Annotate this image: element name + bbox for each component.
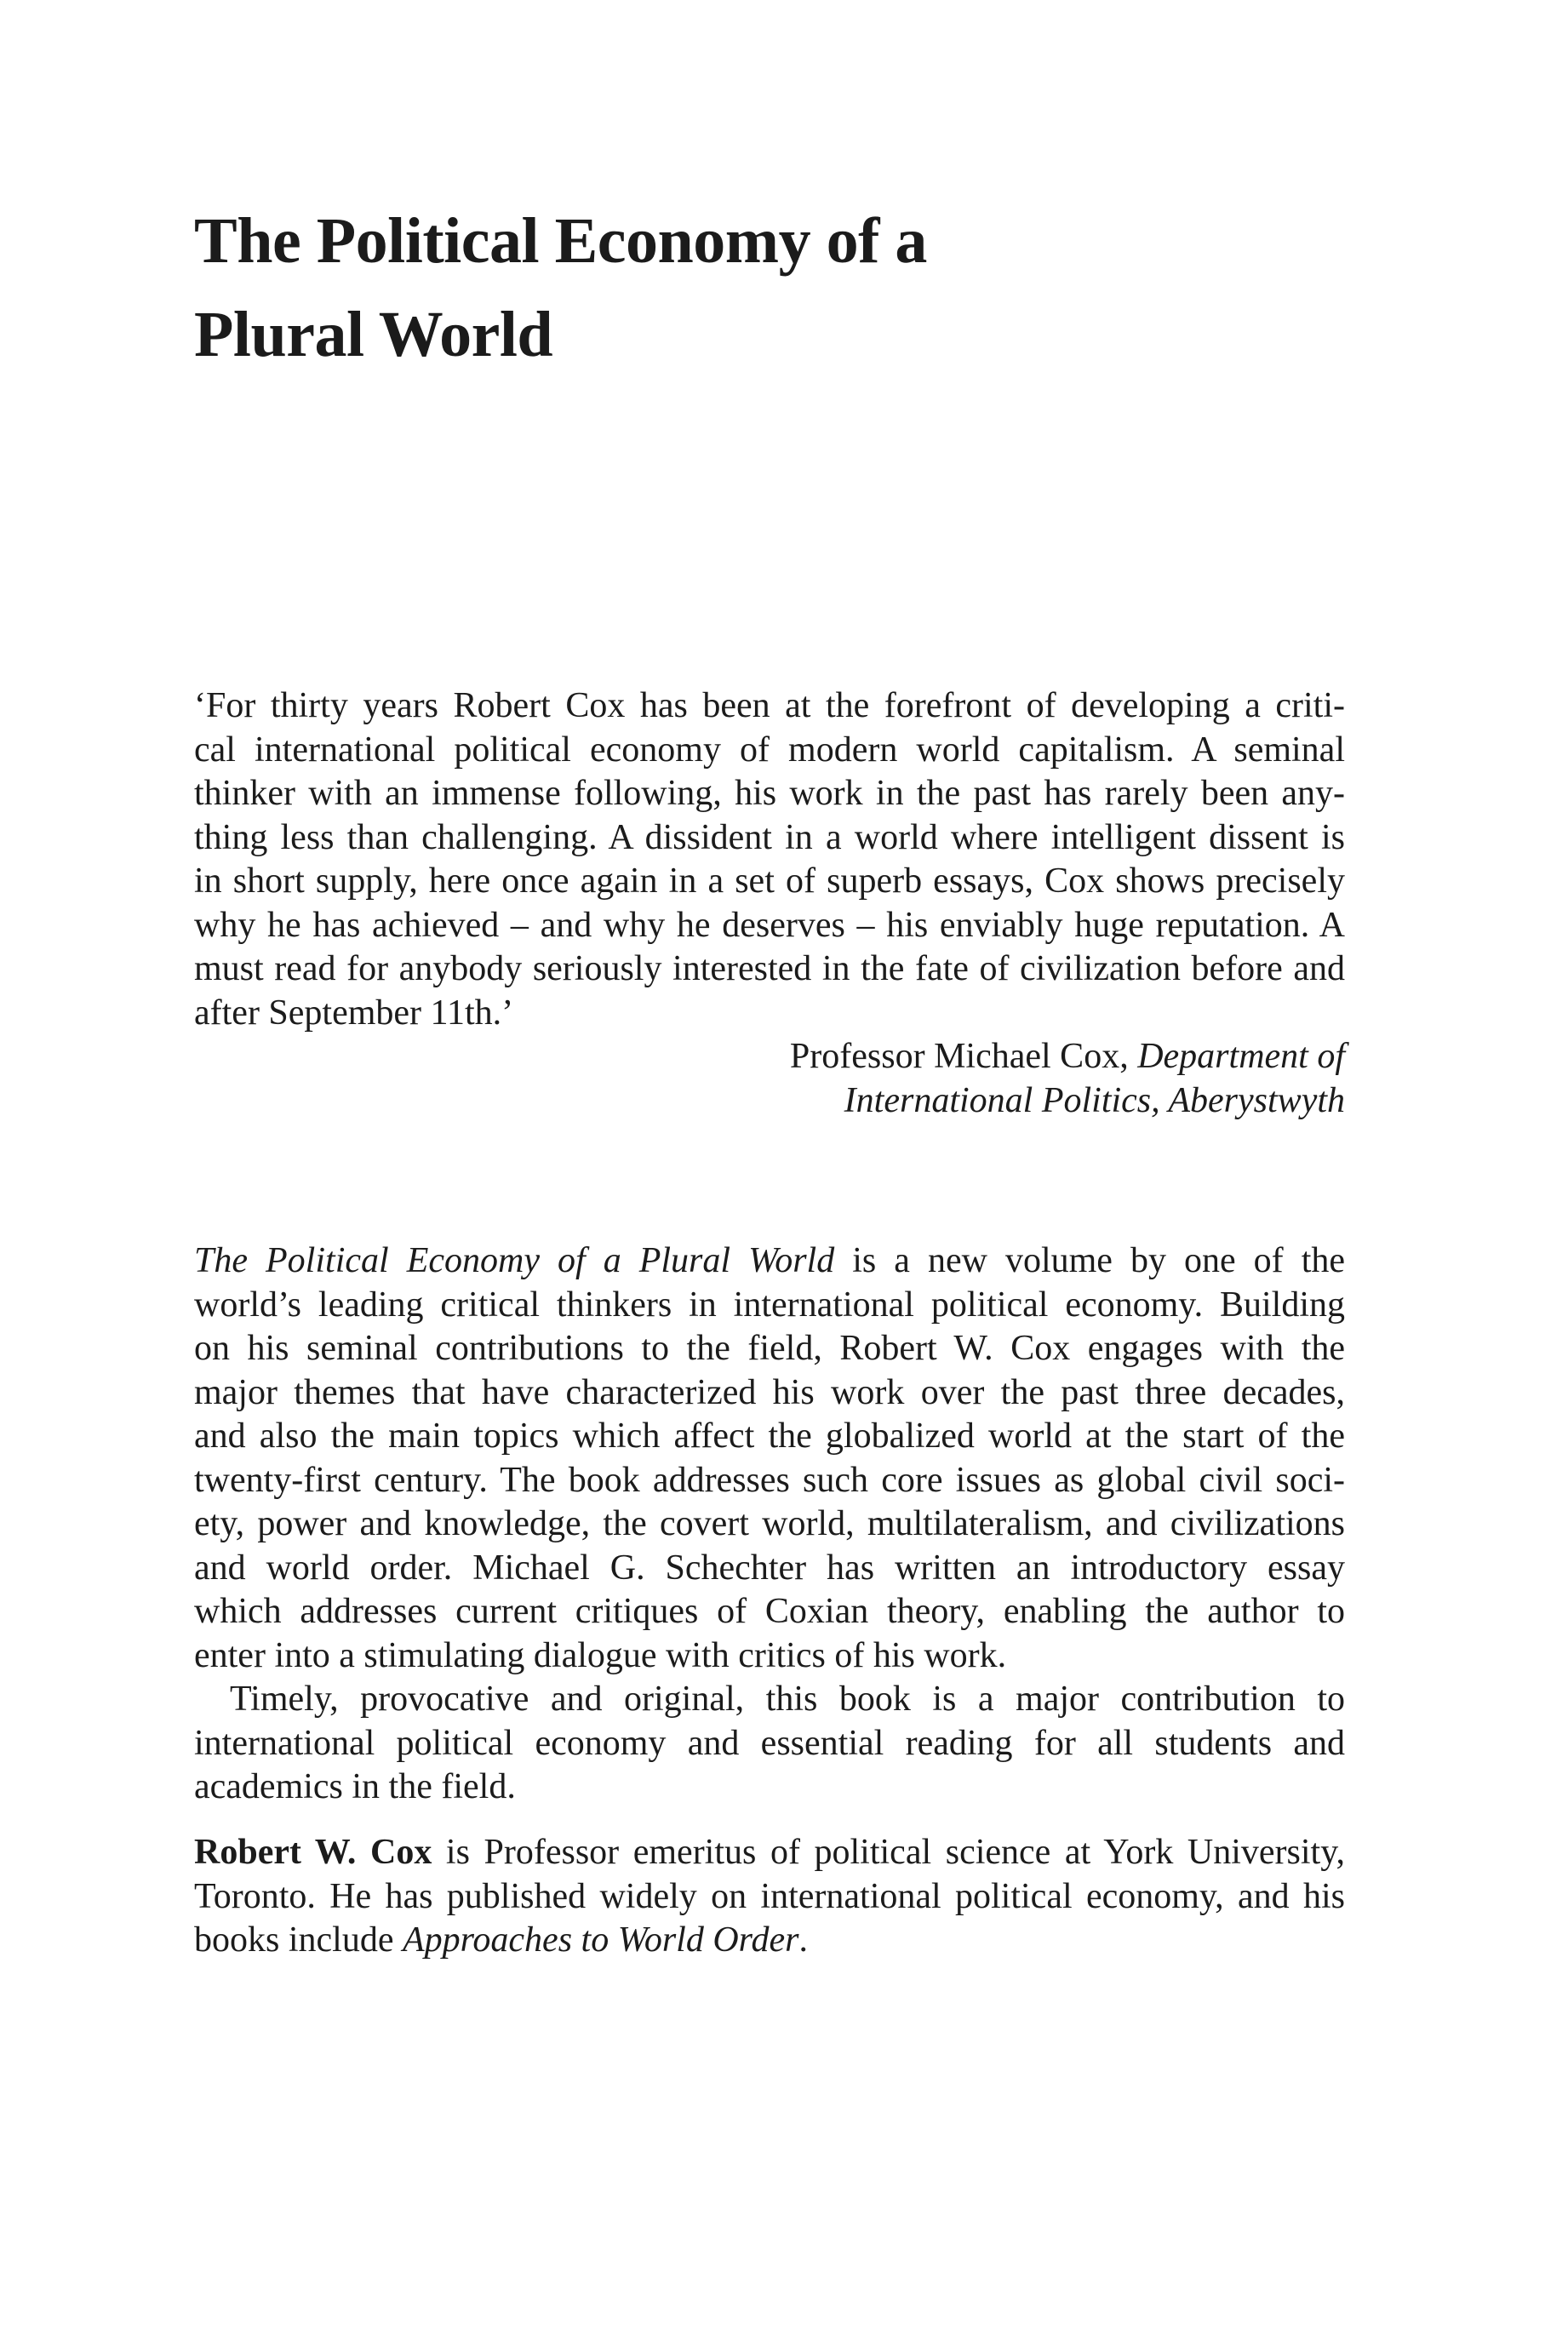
quote-line: after September 11th.’ xyxy=(194,993,514,1033)
quote-line: why he has achieved – and why he deserves – his enviably huge reputation. A xyxy=(194,905,1345,945)
book-description xyxy=(194,1239,1345,1810)
description-para2-line: international political economy and essential reading for all students and xyxy=(194,1723,1345,1763)
quote-line: thinker with an immense following, his work in the past has rarely been any- xyxy=(194,774,1345,813)
bio-book-title: Approaches to World Order xyxy=(402,1920,799,1960)
description-line: and also the main topics which affect the globalized world at the start of the xyxy=(194,1416,1345,1456)
quote-attribution xyxy=(194,1035,1345,1123)
description-line: on his seminal contributions to the field, Robert W. Cox engages with the xyxy=(194,1329,1345,1368)
author-name: Robert W. Cox xyxy=(194,1833,432,1872)
description-para2-line: Timely, provocative and original, this book is a major contribution to xyxy=(230,1680,1345,1719)
quote-line: ‘For thirty years Robert Cox has been at the forefront of developing a criti- xyxy=(194,686,1345,725)
book-title-italic: The Political Economy of a Plural World xyxy=(194,1241,835,1280)
description-line: major themes that have characterized his work over the past three decades, xyxy=(194,1372,1345,1412)
page-title xyxy=(194,194,1045,381)
endorsement-quote xyxy=(194,684,1345,1123)
description-line: ety, power and knowledge, the covert world, multilateralism, and civilizations xyxy=(194,1504,1345,1543)
description-para2-line: academics in the field. xyxy=(194,1767,516,1806)
quote-line: must read for anybody seriously interested in the fate of civilization before and xyxy=(194,949,1345,988)
attribution-line-1 xyxy=(194,1035,1345,1079)
attribution-line-2 xyxy=(194,1079,1345,1124)
quote-line: cal international political economy of modern world capitalism. A seminal xyxy=(194,730,1345,770)
description-line: world’s leading critical thinkers in international political economy. Building xyxy=(194,1285,1345,1325)
description-line: which addresses current critiques of Coxian theory, enabling the author to xyxy=(194,1592,1345,1631)
description-line: twenty-first century. The book addresses such core issues as global civil soci- xyxy=(194,1460,1345,1500)
attribution-affiliation-cont: International Politics, Aberystwyth xyxy=(844,1080,1345,1120)
attribution-affiliation: Department of xyxy=(1137,1037,1345,1076)
description-line: The Political Economy of a Plural World is a new volume by one of the xyxy=(194,1241,1346,1280)
title-line-2: Plural World xyxy=(194,299,553,370)
quote-line: in short supply, here once again in a set of superb essays, Cox shows precisely xyxy=(194,861,1345,901)
author-bio xyxy=(194,1831,1345,1963)
bio-line: Robert W. Cox is Professor emeritus of political science at York University, xyxy=(194,1833,1345,1872)
bio-line: Toronto. He has published widely on international political economy, and his xyxy=(194,1876,1345,1916)
attribution-name: Professor Michael Cox, xyxy=(789,1037,1138,1076)
quote-line: thing less than challenging. A dissident in a world where intelligent dissent is xyxy=(194,817,1345,857)
description-line: enter into a stimulating dialogue with critics of his work. xyxy=(194,1635,1007,1675)
title-line-1: The Political Economy of a xyxy=(194,205,927,277)
description-line: and world order. Michael G. Schechter has written an introductory essay xyxy=(194,1548,1345,1588)
bio-line: books include Approaches to World Order. xyxy=(194,1920,808,1960)
